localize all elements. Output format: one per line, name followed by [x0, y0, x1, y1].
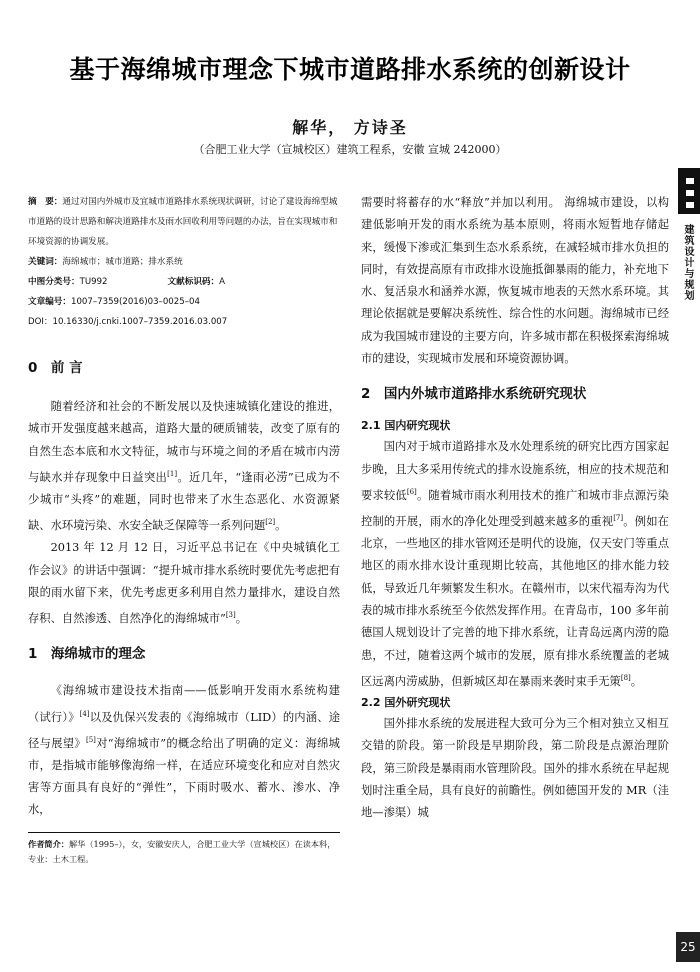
abstract-label: 摘 要： — [28, 197, 63, 207]
doc-code-label: 文献标识码： — [167, 277, 220, 287]
article-number-value: 1007–7359(2016)03–0025–04 — [70, 297, 200, 307]
page-number: 25 — [676, 932, 700, 962]
article-number — [28, 292, 340, 312]
doi — [28, 312, 340, 332]
classification — [28, 272, 340, 292]
abstract — [28, 192, 340, 252]
right-paragraph-1: 需要时将蓄存的水“释放”并加以利用。 海绵城市建设，以构建低影响开发的雨水系统为基本原则，将雨水短暂地存储起来，缓慢下渗或汇集到生态水系系统，在减轻城市排水负担的同时，有效提高原有市政排水设施抵御暴雨的能力，补充地下水、复活泉水和涵养水源，恢复城市地表的天然水系环境。其理论依据就是要解决系统性、综合性的水问题。海绵城市已经成为我国城市建设的主要方向，许多城市都在积极探索海绵城市的建设，实现城市发展和环境资源协调。 — [361, 196, 669, 366]
clc-value: TU992 — [79, 277, 108, 287]
doi-value: 10.16330/j.cnki.1007–7359.2016.03.007 — [52, 317, 228, 327]
section-heading-intro: 0 前 言 — [28, 360, 83, 376]
authors: 解华， 方诗圣 — [292, 118, 408, 137]
footnote-label: 作者简介： — [28, 838, 69, 849]
foreign-paragraph: 国外排水系统的发展进程大致可分为三个相对独立又相互交错的阶段。第一阶段是早期阶段，第二阶段是点源治理阶段，第三阶段是暴雨雨水管理阶段。国外的排水系统在早起规划时注重全局，具有良好的前瞻性。例如德国开发的 MR（洼地—渗渠）城 — [361, 716, 669, 820]
keywords-text: 海绵城市；城市道路；排水系统 — [62, 257, 183, 267]
article-number-label: 文章编号： — [28, 297, 71, 307]
author-footnote — [28, 833, 340, 867]
keywords-label: 关键词： — [28, 257, 63, 267]
subsection-heading-foreign: 2.2 国外研究现状 — [361, 695, 451, 709]
doc-code-value: A — [219, 277, 225, 287]
left-column — [28, 192, 340, 867]
abstract-text: 通过对国内外城市及宜城市道路排水系统现状调研，讨论了建设海绵型城市道路的设计思路和解决道路排水及雨水回收利用等问题的办法，旨在实现城市和环境资源的协调发展。 — [28, 197, 338, 247]
sponge-city-paragraph: 《海绵城市建设技术指南——低影响开发雨水系统构建（试行）》[4]以及仇保兴发表的《海绵城市（LID）的内涵、途径与展望》[5]对“海绵城市”的概念给出了明确的定义：海绵城市，是指城市能够像海绵一样，在适应环境变化和应对自然灾害等方面具有良好的“弹性”，下雨时吸水、蓄水、渗水、净水， — [28, 684, 340, 817]
keywords — [28, 252, 340, 272]
subsection-heading-domestic: 2.1 国内研究现状 — [361, 419, 451, 433]
doi-label: DOI： — [28, 317, 53, 327]
intro-paragraph-1: 随着经济和社会的不断发展以及快速城镇化建设的推进，城市开发强度越来越高，道路大量的硬质铺装，改变了原有的自然生态本底和水文特征，城市与环境之间的矛盾在城市内涝与缺水并存现象中日益突出[1]。近几年，“逢雨必涝”已成为不少城市“头疼”的难题，同时也带来了水生态恶化、水资源紧缺、水环境污染、水安全缺乏保障等一系列问题[2]。 — [28, 400, 340, 533]
paper-title: 基于海绵城市理念下城市道路排水系统的创新设计 — [69, 55, 631, 84]
affiliation: （合肥工业大学（宣城校区）建筑工程系，安徽 宣城 242000） — [193, 143, 507, 156]
domestic-paragraph: 国内对于城市道路排水及水处理系统的研究比西方国家起步晚，且大多采用传统式的排水设施系统，相应的技术规范和要求较低[6]。随着城市雨水利用技术的推广和城市非点源污染控制的开展，雨水的净化处理受到越来越多的重视[7]。例如在北京，一些地区的排水管网还是明代的设施，仅天安门等重点地区的雨水排水设计重现期比较高，其他地区的排水能力较低，导致近几年频繁发生积水。在赣州市，以宋代福寿沟为代表的城市排水系统至今依然发挥作用。在青岛市，100 多年前德国人规划设计了完善的地下排水系统，让青岛远离内涝的隐患，不过，随着这两个城市的发展，原有排水系统覆盖的老城区远离内涝威胁，但新城区却在暴雨来袭时束手无策[8]。 — [361, 440, 669, 688]
footnote-text: 解华（1995–），女，安徽安庆人，合肥工业大学（宣城校区）在读本科，专业：土木工程。 — [28, 838, 336, 864]
section-marker-block — [678, 168, 700, 214]
section-heading-sponge-city: 1 海绵城市的理念 — [28, 646, 146, 663]
intro-paragraph-2: 2013 年 12 月 12 日，习近平总书记在《中央城镇化工作会议》的讲话中强调：“提升城市排水系统时要优先考虑把有限的雨水留下来，优先考虑更多利用自然力量排水，建设自然存积、自然渗透、自然净化的海绵城市”[3]。 — [28, 541, 340, 625]
clc-label: 中图分类号： — [28, 277, 80, 287]
section-heading-research-status: 2 国内外城市道路排水系统研究现状 — [361, 386, 587, 403]
right-column — [361, 192, 669, 824]
section-tab-label: 建筑设计与规划 — [682, 224, 693, 301]
